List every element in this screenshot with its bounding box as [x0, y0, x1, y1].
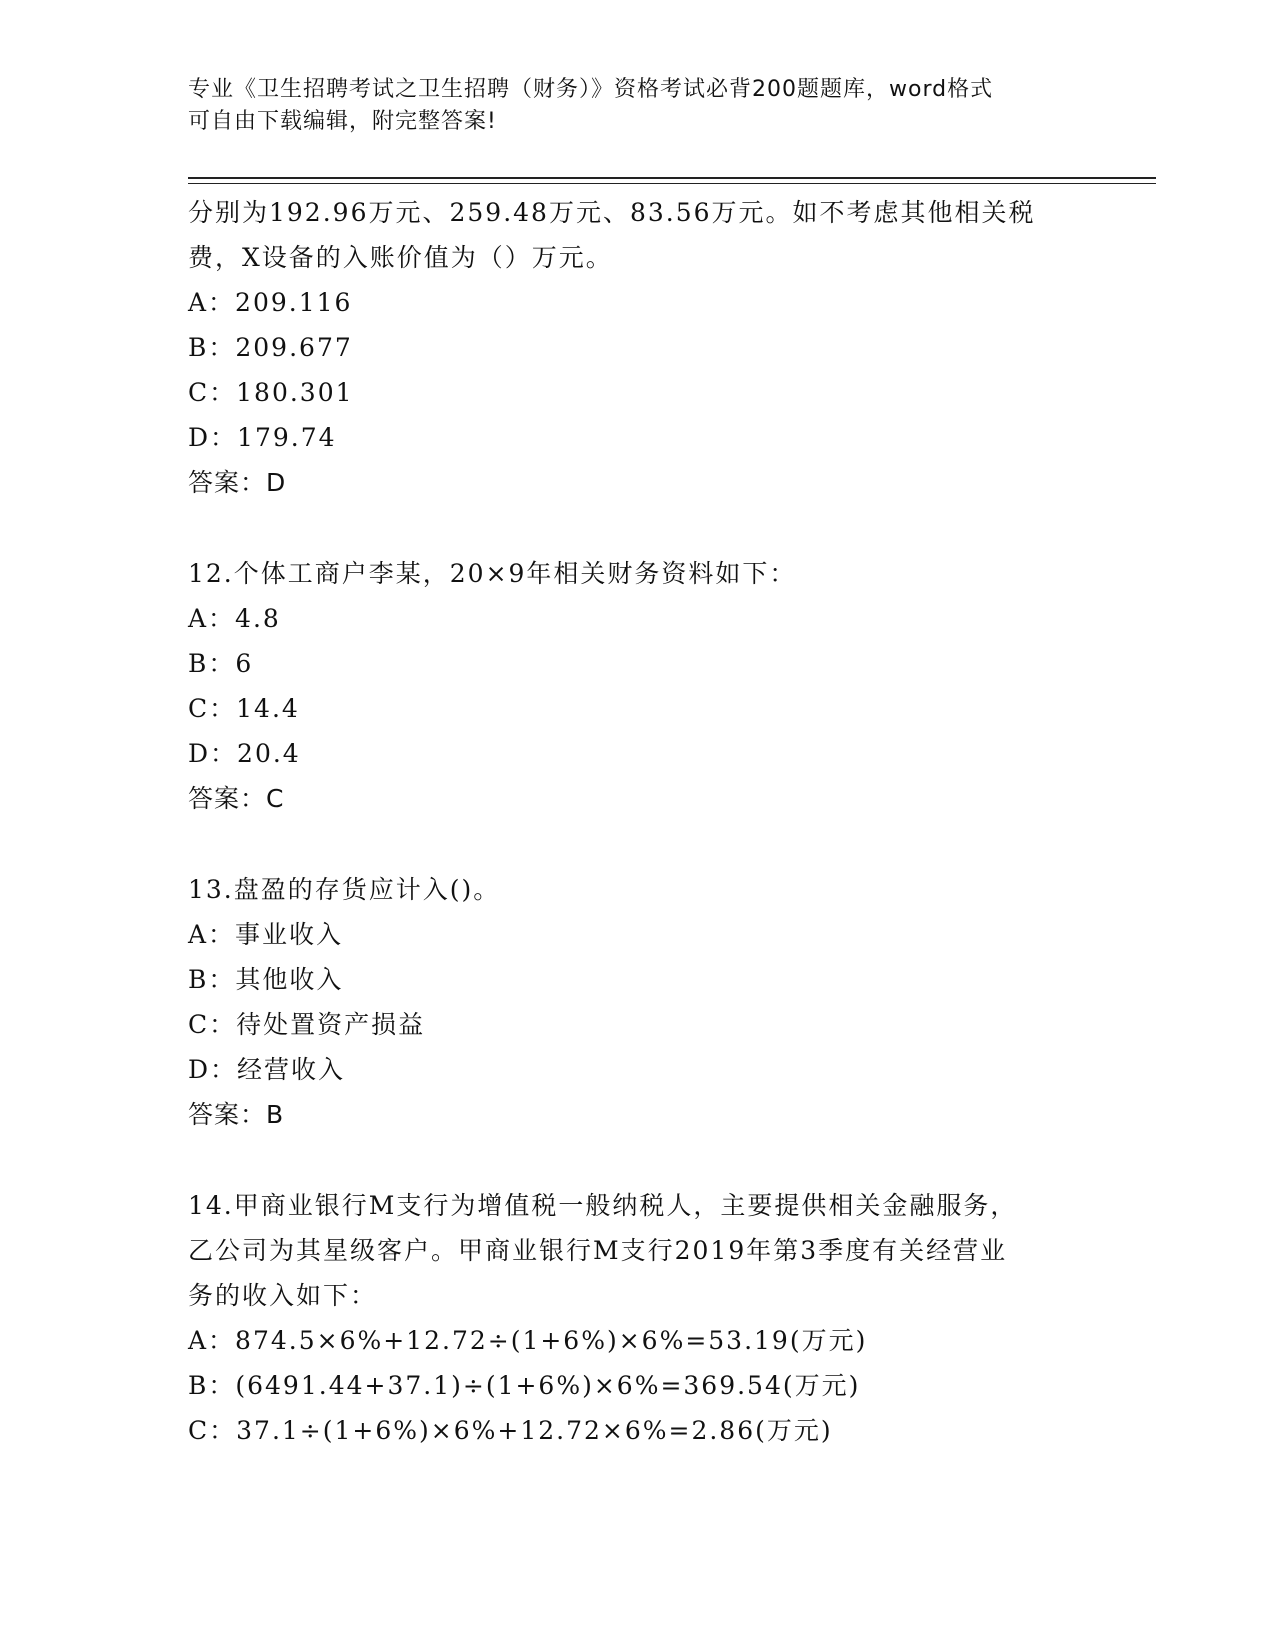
option-a: A：4.8 [188, 604, 281, 633]
question-13 [188, 867, 1088, 1137]
header-title-line-1: 专业《卫生招聘考试之卫生招聘（财务）》资格考试必背200题题库，word格式 [188, 77, 994, 102]
option-b: B：6 [188, 649, 254, 678]
option-d: D：经营收入 [188, 1055, 346, 1084]
question-12 [188, 551, 1088, 821]
option-b: B：209.677 [188, 333, 353, 362]
answer: 答案：D [188, 468, 287, 497]
option-b: B：其他收入 [188, 965, 344, 994]
option-c: C：37.1÷(1+6%)×6%+12.72×6%=2.86(万元) [188, 1416, 833, 1445]
option-a: A：209.116 [188, 288, 353, 317]
question-stem: 13.盘盈的存货应计入()。 [188, 875, 501, 904]
spacer [188, 505, 1088, 551]
answer: 答案：B [188, 1100, 285, 1129]
option-d: D：179.74 [188, 423, 337, 452]
question-stem: 乙公司为其星级客户。甲商业银行M支行2019年第3季度有关经营业 [188, 1236, 1008, 1265]
option-c: C：14.4 [188, 694, 300, 723]
option-a: A：事业收入 [188, 920, 344, 949]
option-c: C：待处置资产损益 [188, 1010, 426, 1039]
document-header [188, 74, 1088, 138]
option-d: D：20.4 [188, 739, 301, 768]
question-list [188, 190, 1088, 1453]
option-a: A：874.5×6%+12.72÷(1+6%)×6%=53.19(万元) [188, 1326, 868, 1355]
header-title-line-2: 可自由下载编辑，附完整答案! [188, 109, 497, 134]
question-stem: 14.甲商业银行M支行为增值税一般纳税人，主要提供相关金融服务， [188, 1191, 1018, 1220]
question-stem: 分别为192.96万元、259.48万元、83.56万元。如不考虑其他相关税 [188, 198, 1036, 227]
option-c: C：180.301 [188, 378, 354, 407]
question-11 [188, 190, 1088, 505]
header-divider-thick [188, 177, 1156, 179]
spacer [188, 821, 1088, 867]
option-b: B：(6491.44+37.1)÷(1+6%)×6%=369.54(万元) [188, 1371, 861, 1400]
question-stem: 务的收入如下： [188, 1281, 378, 1310]
question-14 [188, 1183, 1088, 1453]
answer: 答案：C [188, 784, 285, 813]
question-stem: 费，X设备的入账价值为（）万元。 [188, 243, 613, 272]
question-stem: 12.个体工商户李某，20×9年相关财务资料如下： [188, 559, 797, 588]
header-divider-thin [188, 183, 1156, 184]
spacer [188, 1137, 1088, 1183]
